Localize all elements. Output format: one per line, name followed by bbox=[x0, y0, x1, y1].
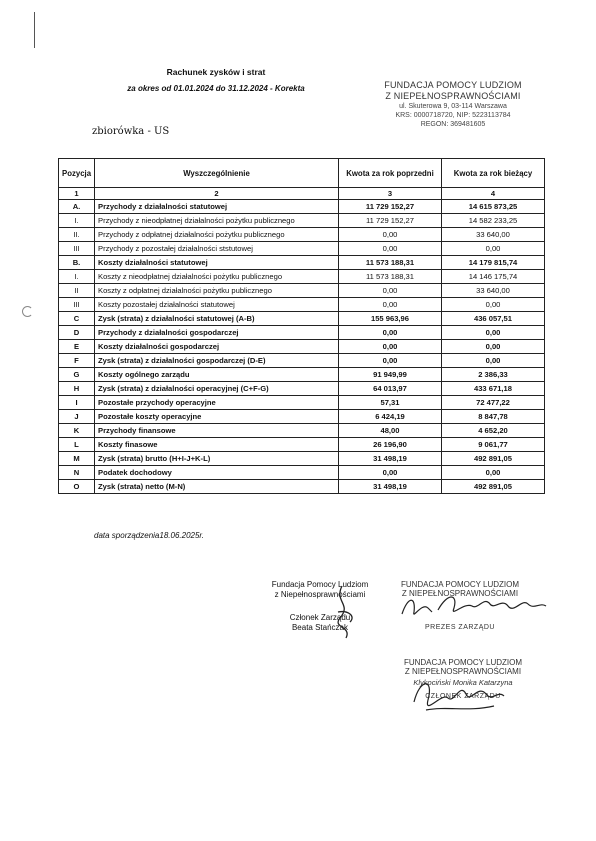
row-current-year-value: 2 386,33 bbox=[442, 368, 545, 382]
table-row bbox=[59, 424, 545, 438]
row-description: Pozostałe przychody operacyjne bbox=[95, 396, 339, 410]
row-current-year-value: 0,00 bbox=[442, 340, 545, 354]
row-position: K bbox=[59, 424, 95, 438]
row-position: M bbox=[59, 452, 95, 466]
row-position: C bbox=[59, 312, 95, 326]
fund-address: ul. Skuterowa 9, 03-114 Warszawa bbox=[399, 103, 507, 110]
row-previous-year-value: 0,00 bbox=[339, 228, 442, 242]
row-position: G bbox=[59, 368, 95, 382]
row-description: Koszty działalności gospodarczej bbox=[95, 340, 339, 354]
table-row bbox=[59, 438, 545, 452]
row-previous-year-value: 31 498,19 bbox=[339, 452, 442, 466]
row-current-year-value: 0,00 bbox=[442, 326, 545, 340]
header-previous-year: Kwota za rok poprzedni bbox=[339, 159, 442, 188]
column-number-row bbox=[59, 188, 545, 200]
row-previous-year-value: 57,31 bbox=[339, 396, 442, 410]
member-stamp-line1: FUNDACJA POMOCY LUDZIOM bbox=[403, 658, 523, 667]
row-description: Przychody z nieodpłatnej działalności pożytku publicznego bbox=[95, 214, 339, 228]
row-previous-year-value: 0,00 bbox=[339, 354, 442, 368]
header-current-year: Kwota za rok bieżący bbox=[442, 159, 545, 188]
table-row bbox=[59, 200, 545, 214]
row-current-year-value: 433 671,18 bbox=[442, 382, 545, 396]
document-title: Rachunek zysków i strat bbox=[166, 67, 266, 77]
left-org-line2: z Niepełnosprawnościami bbox=[274, 590, 366, 599]
row-position: III bbox=[59, 242, 95, 256]
document-period: za okres od 01.01.2024 do 31.12.2024 - Korekta bbox=[127, 84, 305, 93]
row-current-year-value: 8 847,78 bbox=[442, 410, 545, 424]
row-description: Koszty ogólnego zarządu bbox=[95, 368, 339, 382]
table-row bbox=[59, 340, 545, 354]
table-row bbox=[59, 214, 545, 228]
table-row bbox=[59, 452, 545, 466]
row-position: I. bbox=[59, 270, 95, 284]
column-number: 2 bbox=[95, 188, 339, 200]
row-previous-year-value: 91 949,99 bbox=[339, 368, 442, 382]
row-previous-year-value: 64 013,97 bbox=[339, 382, 442, 396]
left-org-line1: Fundacja Pomocy Ludziom bbox=[271, 580, 369, 589]
fund-regon: REGON: 369481605 bbox=[420, 121, 486, 128]
profit-loss-table bbox=[58, 158, 545, 494]
row-previous-year-value: 26 196,90 bbox=[339, 438, 442, 452]
table-row bbox=[59, 270, 545, 284]
signature-beata-stanczak bbox=[312, 582, 372, 642]
collection-label: zbiorówka - US bbox=[92, 126, 170, 137]
row-previous-year-value: 0,00 bbox=[339, 284, 442, 298]
row-description: Przychody z działalności gospodarczej bbox=[95, 326, 339, 340]
row-previous-year-value: 155 963,96 bbox=[339, 312, 442, 326]
row-previous-year-value: 31 498,19 bbox=[339, 480, 442, 494]
row-current-year-value: 0,00 bbox=[442, 298, 545, 312]
row-previous-year-value: 0,00 bbox=[339, 466, 442, 480]
table-row bbox=[59, 466, 545, 480]
row-position: F bbox=[59, 354, 95, 368]
row-current-year-value: 9 061,77 bbox=[442, 438, 545, 452]
row-description: Przychody z odpłatnej działalności pożytku publicznego bbox=[95, 228, 339, 242]
row-description: Zysk (strata) netto (M-N) bbox=[95, 480, 339, 494]
table-row bbox=[59, 228, 545, 242]
fund-name-line1: FUNDACJA POMOCY LUDZIOM bbox=[384, 80, 522, 90]
row-description: Zysk (strata) brutto (H+I-J+K-L) bbox=[95, 452, 339, 466]
column-number: 1 bbox=[59, 188, 95, 200]
fund-name-line2: Z NIEPEŁNOSPRAWNOŚCIAMI bbox=[385, 91, 521, 101]
row-position: J bbox=[59, 410, 95, 424]
row-description: Podatek dochodowy bbox=[95, 466, 339, 480]
signature-president bbox=[398, 588, 548, 624]
column-number: 4 bbox=[442, 188, 545, 200]
row-position: II bbox=[59, 284, 95, 298]
row-previous-year-value: 48,00 bbox=[339, 424, 442, 438]
row-position: B. bbox=[59, 256, 95, 270]
row-description: Przychody z działalności statutowej bbox=[95, 200, 339, 214]
row-current-year-value: 72 477,22 bbox=[442, 396, 545, 410]
table-row bbox=[59, 326, 545, 340]
row-current-year-value: 33 640,00 bbox=[442, 284, 545, 298]
table-row bbox=[59, 256, 545, 270]
row-previous-year-value: 11 573 188,31 bbox=[339, 256, 442, 270]
president-stamp-line1: FUNDACJA POMOCY LUDZIOM bbox=[400, 580, 520, 589]
row-previous-year-value: 0,00 bbox=[339, 340, 442, 354]
fund-header-stamp bbox=[368, 80, 538, 129]
margin-mark bbox=[34, 12, 35, 48]
row-current-year-value: 33 640,00 bbox=[442, 228, 545, 242]
president-stamp-role: PREZES ZARZĄDU bbox=[424, 624, 495, 631]
row-description: Pozostałe koszty operacyjne bbox=[95, 410, 339, 424]
row-position: III bbox=[59, 298, 95, 312]
row-position: H bbox=[59, 382, 95, 396]
column-number: 3 bbox=[339, 188, 442, 200]
table-row bbox=[59, 298, 545, 312]
left-member-line2: Beata Stańczak bbox=[291, 623, 349, 632]
row-previous-year-value: 11 573 188,31 bbox=[339, 270, 442, 284]
row-current-year-value: 14 179 815,74 bbox=[442, 256, 545, 270]
margin-punch-mark bbox=[22, 306, 33, 317]
table-row bbox=[59, 480, 545, 494]
row-current-year-value: 14 582 233,25 bbox=[442, 214, 545, 228]
member-stamp-person: Klykociński Monika Katarzyna bbox=[413, 678, 513, 687]
row-current-year-value: 492 891,05 bbox=[442, 480, 545, 494]
row-description: Koszty z nieodpłatnej działalności pożytku publicznego bbox=[95, 270, 339, 284]
row-description: Koszty z odpłatnej działalności pożytku publicznego bbox=[95, 284, 339, 298]
row-previous-year-value: 11 729 152,27 bbox=[339, 214, 442, 228]
row-previous-year-value: 0,00 bbox=[339, 298, 442, 312]
table-row bbox=[59, 284, 545, 298]
row-current-year-value: 436 057,51 bbox=[442, 312, 545, 326]
row-description: Zysk (strata) z działalności statutowej (A-B) bbox=[95, 312, 339, 326]
row-position: I. bbox=[59, 214, 95, 228]
table-row bbox=[59, 354, 545, 368]
table-row bbox=[59, 368, 545, 382]
row-previous-year-value: 6 424,19 bbox=[339, 410, 442, 424]
table-header-row bbox=[59, 159, 545, 188]
preparation-date: data sporządzenia18.06.2025r. bbox=[94, 531, 205, 540]
member-stamp-line2: Z NIEPEŁNOSPRAWNOŚCIAMI bbox=[404, 667, 522, 676]
row-position: A. bbox=[59, 200, 95, 214]
fund-krs-nip: KRS: 0000718720, NIP: 5223113784 bbox=[395, 112, 511, 119]
row-current-year-value: 0,00 bbox=[442, 242, 545, 256]
row-position: L bbox=[59, 438, 95, 452]
row-previous-year-value: 0,00 bbox=[339, 242, 442, 256]
row-current-year-value: 0,00 bbox=[442, 354, 545, 368]
row-current-year-value: 492 891,05 bbox=[442, 452, 545, 466]
row-description: Zysk (strata) z działalności operacyjnej (C+F-G) bbox=[95, 382, 339, 396]
row-description: Przychody finansowe bbox=[95, 424, 339, 438]
row-position: D bbox=[59, 326, 95, 340]
table-row bbox=[59, 410, 545, 424]
member-stamp-role: CZŁONEK ZARZĄDU bbox=[425, 693, 501, 700]
row-position: N bbox=[59, 466, 95, 480]
row-previous-year-value: 0,00 bbox=[339, 326, 442, 340]
row-description: Zysk (strata) z działalności gospodarczej (D-E) bbox=[95, 354, 339, 368]
row-current-year-value: 4 652,20 bbox=[442, 424, 545, 438]
header-position: Pozycja bbox=[59, 159, 95, 188]
left-member-line1: Członek Zarządu bbox=[289, 613, 351, 622]
table-row bbox=[59, 242, 545, 256]
signature-member bbox=[408, 672, 508, 720]
row-current-year-value: 0,00 bbox=[442, 466, 545, 480]
row-description: Koszty pozostałej działalności statutowej bbox=[95, 298, 339, 312]
table-row bbox=[59, 396, 545, 410]
row-position: E bbox=[59, 340, 95, 354]
table-row bbox=[59, 312, 545, 326]
row-position: II. bbox=[59, 228, 95, 242]
row-description: Przychody z pozostałej działalności ststutowej bbox=[95, 242, 339, 256]
row-position: O bbox=[59, 480, 95, 494]
row-description: Koszty działalności statutowej bbox=[95, 256, 339, 270]
row-position: I bbox=[59, 396, 95, 410]
row-description: Koszty finasowe bbox=[95, 438, 339, 452]
row-previous-year-value: 11 729 152,27 bbox=[339, 200, 442, 214]
row-current-year-value: 14 146 175,74 bbox=[442, 270, 545, 284]
header-description: Wyszczególnienie bbox=[95, 159, 339, 188]
table-row bbox=[59, 382, 545, 396]
row-current-year-value: 14 615 873,25 bbox=[442, 200, 545, 214]
president-stamp-line2: Z NIEPEŁNOSPRAWNOŚCIAMI bbox=[401, 589, 519, 598]
